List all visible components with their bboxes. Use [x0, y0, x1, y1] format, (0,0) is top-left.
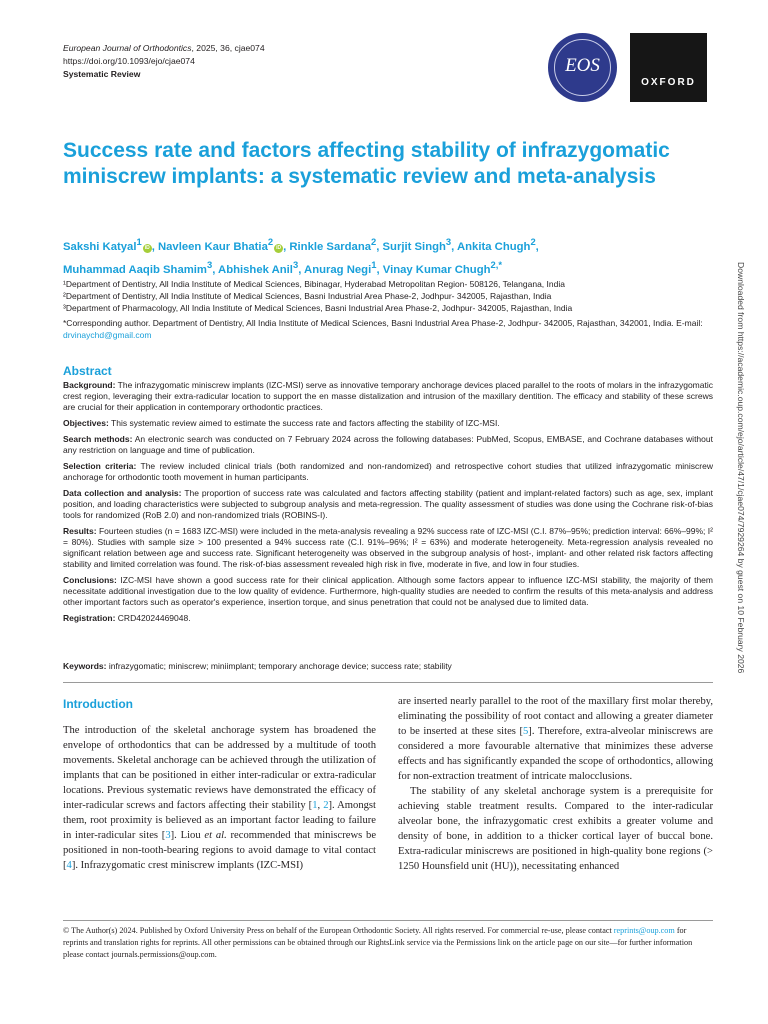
- body-text-italic: et al.: [204, 830, 227, 841]
- footer-text: © The Author(s) 2024. Published by Oxford University Press on behalf of the European Orthodontic Society. All rights reserved. For commercial re-use, please contact: [63, 926, 614, 935]
- abstract-results: [63, 526, 713, 570]
- abstract-heading: Abstract: [63, 364, 112, 378]
- citation-details: , 2025, 36, cjae074: [191, 43, 265, 53]
- abstract-label: Objectives:: [63, 418, 109, 428]
- abstract-text: IZC-MSI have shown a good success rate for their clinical application. Although some factors appear to influence IZC-MSI stability, the majority of them necessitate additional investigation due to the low quality of evidence. Furthermore, high-quality studies are needed to confirm the results of this meta-analysis and address other important factors such as operator's experience, insertion torque, and sinus penetration that could not be analysed due to limited data.: [63, 575, 713, 607]
- author-affiliation-mark: 3: [292, 258, 299, 270]
- download-watermark: [734, 262, 748, 762]
- eos-logo-text: EOS: [565, 55, 600, 76]
- author-name[interactable]: Sakshi Katyal: [63, 240, 137, 253]
- body-text: ]. Infrazygomatic crest miniscrew implants (IZC-MSI): [71, 860, 304, 871]
- abstract-search-methods: [63, 434, 713, 456]
- doi-link[interactable]: https://doi.org/10.1093/ejo/cjae074: [63, 56, 195, 66]
- footer-divider: [63, 920, 713, 921]
- author-name[interactable]: Anurag Negi: [304, 263, 372, 276]
- body-text: recommended that miniscrews be positioned in non-tooth-bearing regions to avoid damage to vital contact [: [63, 830, 377, 871]
- body-text: ]. Amongst them, root proximity is believed as an important factor leading to failure in inter-radicular sites [: [63, 800, 376, 841]
- footer-text: for reprints and translation rights for reprints. All other permissions can be obtained through our RightsLink service via the Permissions link on the article page on our site—for further information please contact journals.permissions@oup.com.: [63, 926, 693, 959]
- affiliation-2: ²Department of Dentistry, All India Institute of Medical Sciences, Basni Industrial Area Phase-2, Jodhpur- 342005, Rajasthan, India: [63, 291, 552, 301]
- abstract-text: An electronic search was conducted on 7 February 2024 across the following databases: PubMed, Scopus, EMBASE, and Cochrane databases without any restriction on language and time of publication.: [63, 434, 713, 455]
- abstract-registration: [63, 613, 713, 624]
- body-text: The introduction of the skeletal anchorage system has broadened the envelope of orthodontics that can be addressed by a multitude of tooth movements. Skeletal anchorage can be achieved through the utilization of implants that can be positioned in either inter-radicular or extra-radicular locations. Previous systematic reviews have demonstrated the efficacy of inter-radicular screws and factors affecting their stability [: [63, 725, 376, 811]
- author-affiliation-mark: 2,*: [490, 258, 503, 270]
- introduction-paragraph: [63, 723, 376, 873]
- introduction-paragraph: [398, 694, 713, 784]
- author-affiliation-mark: 1: [371, 258, 377, 270]
- keywords: [63, 661, 713, 671]
- corresponding-author: [63, 317, 713, 341]
- body-text: ]. Therefore, extra-alveolar miniscrews are considered a more favourable alternative that minimizes these adverse effects and has significantly expanded the scope of orthodontics, allowing for non-extraction treatment of intricate malocclusions.: [398, 726, 713, 782]
- download-note: Downloaded from https://academic.oup.com/ejo/article/47/1/cjae074/7929264 by guest on 10 February 2026: [736, 262, 746, 674]
- abstract-text: This systematic review aimed to estimate the success rate and factors affecting the stability of IZC-MSI.: [111, 418, 500, 428]
- reference-link[interactable]: 4: [66, 860, 72, 871]
- author-name[interactable]: Muhammad Aaqib Shamim: [63, 263, 207, 276]
- affiliation-3: ³Department of Pharmacology, All India Institute of Medical Sciences, Basni Industrial Area Phase-2, Jodhpur- 342005, Rajasthan, India: [63, 303, 573, 313]
- eos-logo: [548, 33, 617, 102]
- body-text: ]. Liou: [170, 830, 205, 841]
- orcid-icon[interactable]: iD: [144, 244, 150, 251]
- abstract-label: Results:: [63, 526, 97, 536]
- author-name[interactable]: Rinkle Sardana: [289, 240, 371, 253]
- author-name[interactable]: Abhishek Anil: [218, 263, 293, 276]
- author-affiliation-mark: 3: [206, 258, 213, 270]
- body-text: are inserted nearly parallel to the root of the maxillary first molar thereby, eliminating the possibility of root contact and allowing a greater diameter to be inserted at these sites [: [398, 696, 713, 737]
- reference-link[interactable]: 1: [312, 800, 318, 811]
- abstract-conclusions: [63, 575, 713, 608]
- abstract-body: [63, 380, 713, 629]
- author-affiliation-mark: 2: [267, 236, 274, 247]
- author-name[interactable]: Ankita Chugh: [457, 240, 531, 253]
- author-name[interactable]: Vinay Kumar Chugh: [382, 263, 491, 276]
- reference-link[interactable]: 5: [523, 726, 529, 737]
- reference-link[interactable]: 3: [165, 830, 171, 841]
- journal-header: [63, 42, 265, 81]
- abstract-selection-criteria: [63, 461, 713, 483]
- abstract-text: CRD42024469048.: [117, 613, 191, 623]
- body-column-left: [63, 723, 376, 873]
- body-text: ,: [317, 800, 324, 811]
- author-affiliation-mark: 2: [530, 236, 536, 247]
- email-link[interactable]: drvinaychd@gmail.com: [63, 330, 152, 340]
- citation-line: [63, 42, 265, 55]
- abstract-label: Search methods:: [63, 434, 133, 444]
- abstract-text: The infrazygomatic miniscrew implants (IZC-MSI) serve as innovative temporary anchorage devices placed parallel to the roots of molars in the infrazygomatic crest region, leveraging their extra-radicular location to support the en masse distalization and intrusion of the maxillary dentition. The efficacy and stability of these screws are crucial for their application in contemporary orthodontic practices.: [63, 380, 713, 412]
- abstract-text: Fourteen studies (n = 1683 IZC-MSI) were included in the meta-analysis revealing a 92% success rate of IZC-MSI (C.I. 87%–95%; prediction interval: 66%–99%; I² = 80%). Studies with sample size > 100 presented a 94% success rate (C.I. 91%–96%; I² = 63%) and moderate heterogeneity. Meta-regression analysis revealed no significant relation between age and success rate. Significant heterogeneity was observed in the subgroup analysis of host-, implant- and other related risk factors affecting stability and limited correlation was found. The risk-of-bias assessment revealed high risk in five, moderate in five, and low in four studies.: [63, 526, 713, 569]
- abstract-label: Conclusions:: [63, 575, 117, 585]
- author-affiliation-mark: 3: [445, 236, 452, 247]
- abstract-background: [63, 380, 713, 413]
- abstract-label: Data collection and analysis:: [63, 488, 182, 498]
- body-column-right: [398, 694, 713, 874]
- article-title: Success rate and factors affecting stability of infrazygomatic miniscrew implants: a systematic review and meta-analysis: [63, 139, 670, 188]
- keywords-text: infrazygomatic; miniscrew; miniimplant; temporary anchorage device; success rate; stability: [108, 661, 452, 671]
- article-type: Systematic Review: [63, 69, 141, 79]
- affiliation-1: ¹Department of Dentistry, All India Institute of Medical Sciences, Bibinagar, Hyderabad Metropolitan Region- 508126, Telangana, India: [63, 279, 565, 289]
- abstract-label: Background:: [63, 380, 116, 390]
- author-affiliation-mark: 1: [136, 236, 142, 247]
- abstract-text: The proportion of success rate was calculated and factors affecting stability (patient and implant-related factors) such as age, sex, implant position, and loading characteristics were subjected to subgroup analysis and meta-regression. The quality assessment of studies was done using the Cochrane risk-of-bias tools for randomized (RoB 2.0) and non-randomized trials (ROBINS-I).: [63, 488, 713, 520]
- journal-name: European Journal of Orthodontics: [63, 43, 192, 53]
- author-name[interactable]: Surjit Singh: [382, 240, 446, 253]
- author-name[interactable]: Navleen Kaur Bhatia: [157, 240, 268, 253]
- abstract-text: The review included clinical trials (both randomized and non-randomized) and retrospective cohort studies that utilized infrazygomatic miniscrew anchorage for orthodontic tooth movement in human participants.: [63, 461, 713, 482]
- copyright-footer: [63, 925, 713, 961]
- abstract-label: Registration:: [63, 613, 116, 623]
- reprints-email-link[interactable]: reprints@oup.com: [613, 926, 675, 935]
- corresponding-author-text: *Corresponding author. Department of Dentistry, All India Institute of Medical Sciences, Basni Industrial Area Phase-2, Jodhpur- 342005, Rajasthan, 342001, India. E-mail:: [63, 318, 703, 328]
- keywords-label: Keywords:: [63, 661, 107, 671]
- author-affiliation-mark: 2: [371, 236, 377, 247]
- oxford-logo: OXFORD: [630, 33, 707, 102]
- orcid-icon[interactable]: iD: [276, 244, 282, 251]
- section-divider: [63, 682, 713, 683]
- abstract-label: Selection criteria:: [63, 461, 137, 471]
- affiliations: [63, 278, 713, 341]
- abstract-data-collection: [63, 488, 713, 521]
- author-list: Sakshi Katyal$^1$iD , Navleen Kaur Bhatia$^2$iD , Rinkle Sardana$^2$, Surjit Singh$^3$, Ankita Chugh$^2$, Muhammad Aaqib Shamim$^3$, Abhishek Anil$^3$, Anurag Negi$^1$, Vinay Kumar Chugh$^{2,*}$: [63, 236, 539, 276]
- reference-link[interactable]: 2: [323, 800, 329, 811]
- abstract-objectives: [63, 418, 713, 429]
- introduction-heading: Introduction: [63, 697, 133, 711]
- introduction-paragraph: The stability of any skeletal anchorage system is a prerequisite for achieving stable treatment results. Compared to the inter-radicular alveolar bone, the infrazygomatic crest exhibits a greater volume and density of bone, in addition to a thicker cortical layer of buccal bone. Extra-radicular miniscrews are positioned in high-quality bone regions (> 1250 Hounsfield unit (HU)), necessitating enhanced: [398, 786, 713, 872]
